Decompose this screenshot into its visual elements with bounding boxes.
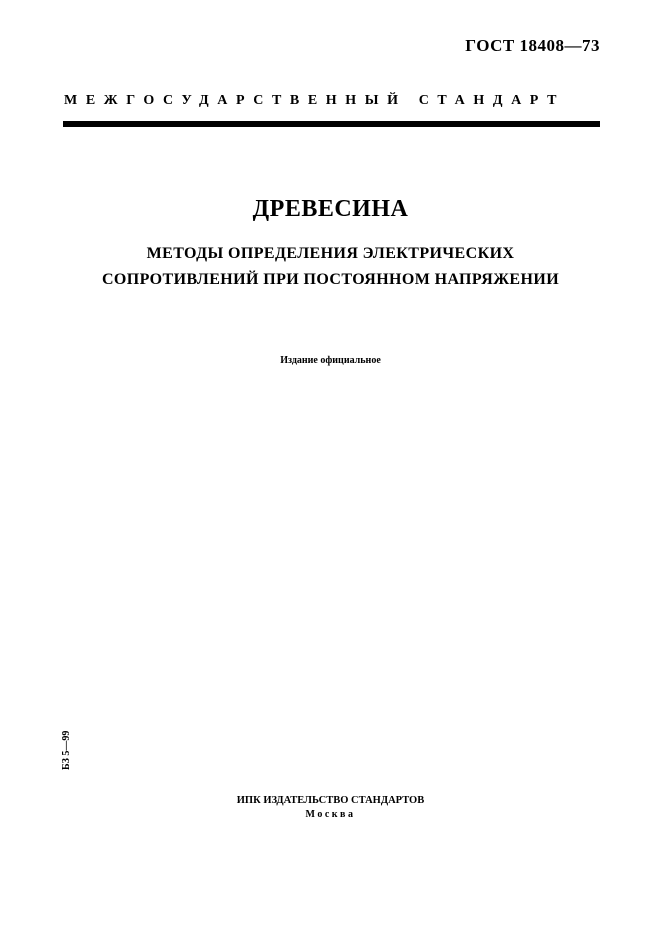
subtitle-line-2: СОПРОТИВЛЕНИЙ ПРИ ПОСТОЯННОМ НАПРЯЖЕНИИ <box>101 271 560 288</box>
publisher-city: Москва <box>305 809 356 820</box>
subtitle-line-1: МЕТОДЫ ОПРЕДЕЛЕНИЯ ЭЛЕКТРИЧЕСКИХ <box>146 245 515 262</box>
side-code: БЗ 5—99 <box>61 730 72 770</box>
document-number: ГОСТ 18408—73 <box>465 36 600 55</box>
standard-type-heading: МЕЖГОСУДАРСТВЕННЫЙ СТАНДАРТ <box>64 93 566 108</box>
page-title: ДРЕВЕСИНА <box>252 196 409 222</box>
header-rule <box>63 121 600 127</box>
edition-note: Издание официальное <box>280 355 381 366</box>
publisher-name: ИПК ИЗДАТЕЛЬСТВО СТАНДАРТОВ <box>236 795 425 806</box>
